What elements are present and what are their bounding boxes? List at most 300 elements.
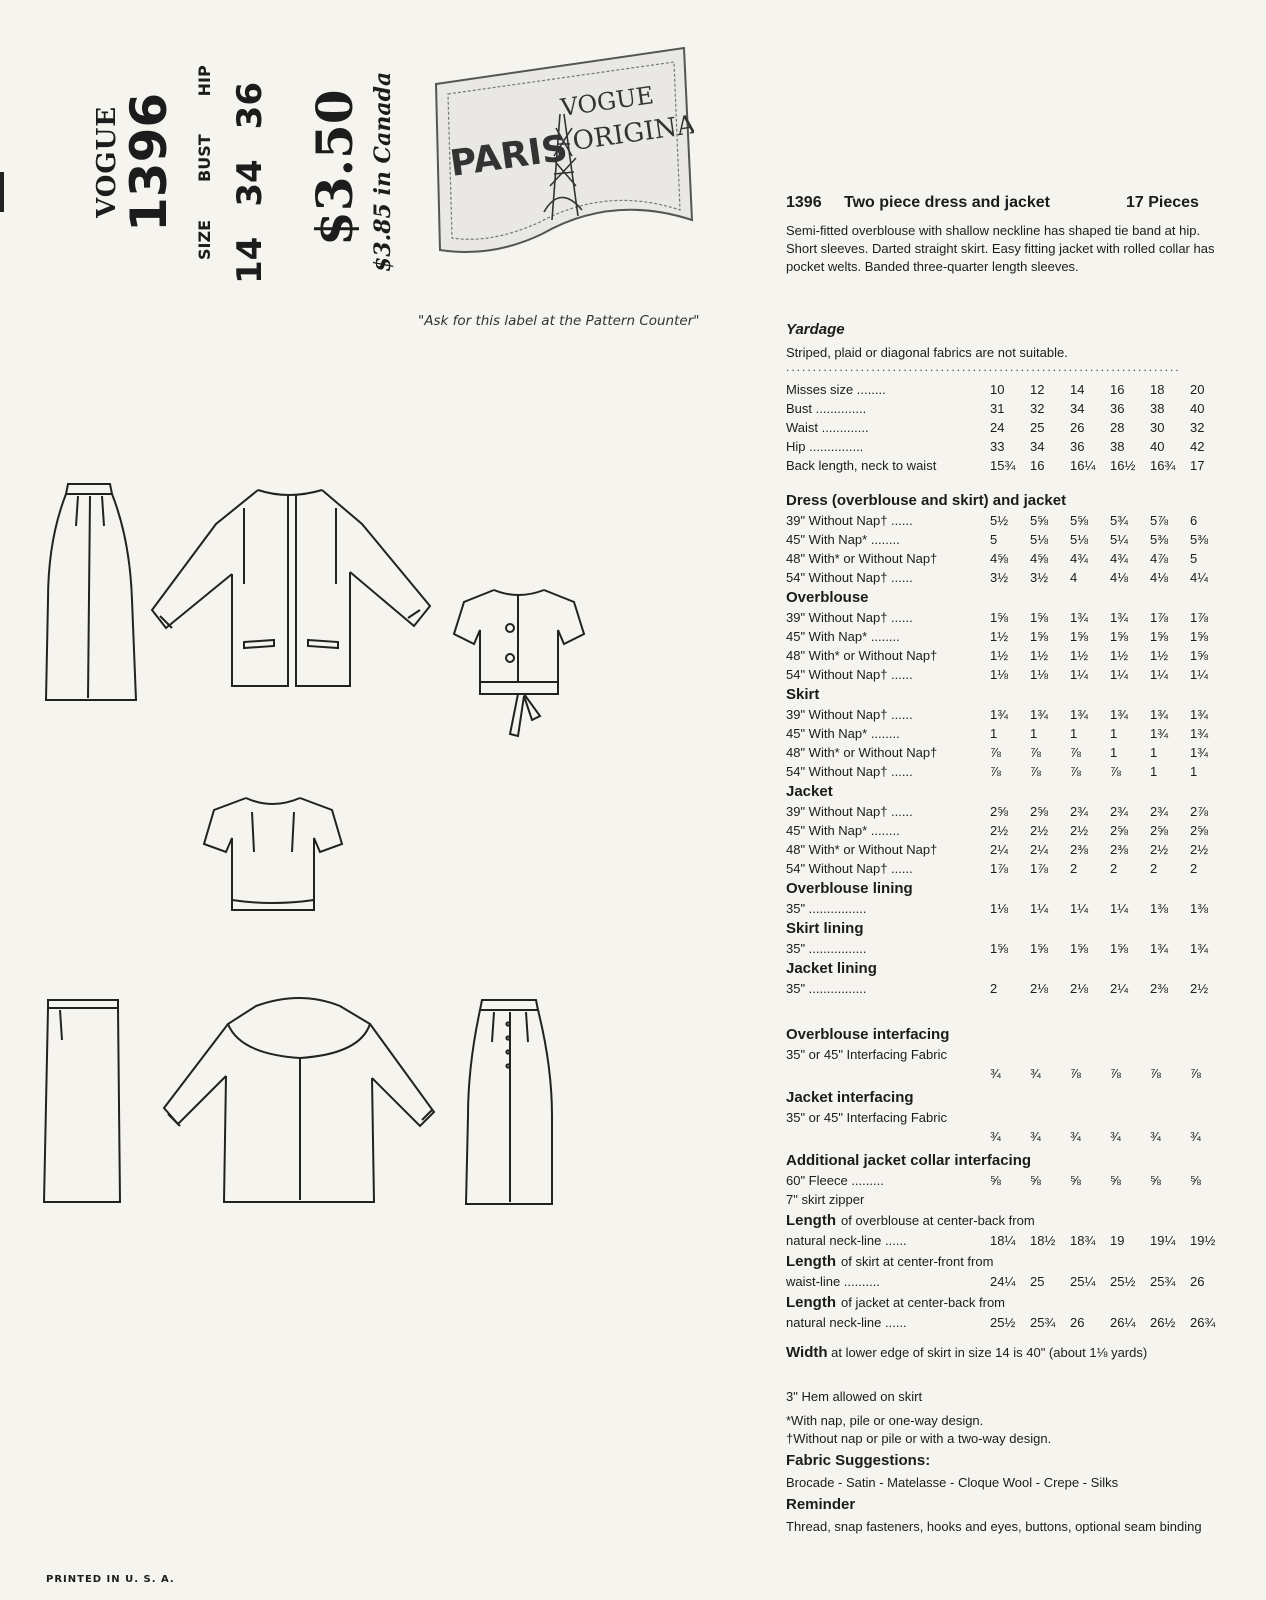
row-value: 2⅜: [1150, 981, 1169, 996]
row-value: 1⅝: [990, 941, 1009, 956]
row-label: Back length, neck to waist: [786, 458, 937, 473]
row-value: 10: [990, 382, 1005, 397]
row-value: 38: [1150, 401, 1165, 416]
section-title: Dress (overblouse and skirt) and jacket: [786, 492, 1067, 509]
row-label: 45" With Nap* ........: [786, 532, 900, 547]
label-caption: "Ask for this label at the Pattern Counter": [418, 313, 700, 329]
fabric-suggestions-title: Fabric Suggestions:: [786, 1452, 931, 1469]
row-value: 2: [1110, 861, 1118, 876]
section-title: Overblouse lining: [786, 880, 913, 897]
row-value: 1¾: [1190, 707, 1209, 722]
row-value: 2½: [1030, 823, 1049, 838]
row-value: ⅞: [1110, 764, 1121, 779]
row-value: 26½: [1150, 1315, 1176, 1330]
row-value: 1⅝: [1070, 941, 1089, 956]
row-value: 2: [990, 981, 998, 996]
row-value: ¾: [1150, 1129, 1161, 1144]
length-title: Length: [786, 1252, 836, 1270]
row-value: 1⅝: [1070, 629, 1089, 644]
row-value: 2: [1070, 861, 1078, 876]
row-value: 2⅝: [1150, 823, 1169, 838]
yardage-row: [786, 821, 1246, 840]
interfacing-fabric-label: 35" or 45" Interfacing Fabric: [786, 1047, 947, 1062]
length-title: Length: [786, 1211, 836, 1229]
row-value: 1¾: [1070, 610, 1089, 625]
row-value: 4⅞: [1150, 551, 1169, 566]
overblouse-interfacing-values: [786, 1064, 1246, 1083]
length-title: Length: [786, 1293, 836, 1311]
row-value: 1¾: [1190, 726, 1209, 741]
yardage-row: [786, 530, 1246, 549]
row-value: 1¾: [1190, 745, 1209, 760]
printed-in-usa: PRINTED IN U. S. A.: [46, 1574, 175, 1585]
yardage-note: Striped, plaid or diagonal fabrics are not suitable.: [786, 345, 1068, 360]
row-value: 2⅝: [990, 804, 1009, 819]
jacket-back-sketch: [160, 994, 440, 1208]
length-title-row: [786, 1209, 1246, 1231]
zipper-row: [786, 1190, 1246, 1209]
yardage-row: [786, 979, 1246, 998]
lengths-block: [786, 1209, 1246, 1332]
row-value: 4: [1070, 570, 1078, 585]
jacket-front-sketch: [148, 484, 436, 704]
yardage-row: [786, 705, 1246, 724]
row-value: 2⅞: [1190, 804, 1209, 819]
row-value: ⅝: [1190, 1173, 1201, 1188]
row-value: 2½: [1150, 842, 1169, 857]
row-value: ⅞: [1070, 745, 1081, 760]
row-value: ¾: [1190, 1129, 1201, 1144]
row-value: 1⅝: [1150, 629, 1169, 644]
row-value: 2¼: [990, 842, 1009, 857]
row-value: 5⅜: [1150, 532, 1169, 547]
width-title: Width: [786, 1344, 828, 1361]
row-label: 54" Without Nap† ......: [786, 861, 913, 876]
row-value: 1¾: [1110, 707, 1129, 722]
section-title: Overblouse: [786, 589, 869, 606]
row-value: 5¾: [1110, 513, 1129, 528]
row-value: 5½: [990, 513, 1009, 528]
row-value: ⅝: [990, 1173, 1001, 1188]
row-value: 1⅝: [1030, 941, 1049, 956]
length-desc: of jacket at center-back from: [841, 1294, 1006, 1310]
row-value: 1⅝: [1110, 629, 1129, 644]
row-value: 25¾: [1030, 1315, 1056, 1330]
row-value: 1½: [1150, 648, 1169, 663]
yardage-row: [786, 511, 1246, 530]
price-canada: $3.85 in Canada: [370, 71, 396, 272]
row-value: 2: [1150, 861, 1158, 876]
row-value: 4⅛: [1150, 570, 1169, 585]
section-title: Skirt lining: [786, 920, 864, 937]
row-value: 1⅝: [1190, 629, 1209, 644]
row-value: 1⅞: [1190, 610, 1209, 625]
length-desc: of skirt at center-front from: [841, 1253, 994, 1269]
row-value: 1⅞: [1030, 861, 1049, 876]
pattern-pieces: 17 Pieces: [1126, 194, 1199, 211]
row-value: 1: [990, 726, 998, 741]
row-value: 18½: [1030, 1233, 1056, 1248]
row-value: ⅞: [1150, 1066, 1161, 1081]
row-value: 16½: [1110, 458, 1136, 473]
row-label: natural neck-line ......: [786, 1315, 907, 1330]
row-value: 18¾: [1070, 1233, 1096, 1248]
row-value: 26¾: [1190, 1315, 1216, 1330]
row-value: 28: [1110, 420, 1125, 435]
zipper-text: 7" skirt zipper: [786, 1192, 865, 1207]
row-value: 5⅝: [1070, 513, 1089, 528]
row-value: 2½: [990, 823, 1009, 838]
row-value: 16¼: [1070, 458, 1096, 473]
row-value: 20: [1190, 382, 1205, 397]
row-value: 1¼: [1150, 667, 1169, 682]
row-value: 16¾: [1150, 458, 1176, 473]
row-value: ⅞: [1030, 764, 1041, 779]
row-value: 2½: [1190, 842, 1209, 857]
row-value: 1: [1110, 745, 1118, 760]
yardage-row: [786, 399, 1246, 418]
row-value: 3½: [1030, 570, 1049, 585]
yardage-row: [786, 859, 1246, 878]
fabric-suggestions-text: Brocade - Satin - Matelasse - Cloque Wool - Crepe - Silks: [786, 1475, 1119, 1490]
row-value: 19¼: [1150, 1233, 1176, 1248]
row-value: 1¾: [1030, 707, 1049, 722]
size-table: [786, 380, 1246, 475]
width-body: at lower edge of skirt in size 14 is 40" (about 1⅛ yards): [831, 1345, 1148, 1360]
row-value: 4¾: [1070, 551, 1089, 566]
row-value: 36: [1110, 401, 1125, 416]
yardage-sections: [786, 490, 1246, 998]
row-value: 6: [1190, 513, 1198, 528]
value-hip: 36: [230, 82, 270, 130]
row-value: 5: [1190, 551, 1198, 566]
row-value: 2⅛: [1030, 981, 1049, 996]
row-value: 40: [1190, 401, 1205, 416]
row-value: 18: [1150, 382, 1165, 397]
row-value: 1¾: [1190, 941, 1209, 956]
yardage-row: [786, 418, 1246, 437]
row-value: ¾: [1070, 1129, 1081, 1144]
yardage-row: [786, 724, 1246, 743]
row-value: 1⅜: [1150, 901, 1169, 916]
row-value: 1½: [990, 629, 1009, 644]
row-label: 39" Without Nap† ......: [786, 513, 913, 528]
row-value: 2¾: [1070, 804, 1089, 819]
row-value: 18¼: [990, 1233, 1016, 1248]
row-value: 1½: [1030, 648, 1049, 663]
row-value: 1½: [1110, 648, 1129, 663]
row-value: ⅝: [1150, 1173, 1161, 1188]
row-value: 2¼: [1030, 842, 1049, 857]
label-paris: PARIS: [447, 127, 571, 185]
section-title: Jacket: [786, 783, 833, 800]
footnote-with-nap: *With nap, pile or one-way design.: [786, 1413, 984, 1428]
row-value: 38: [1110, 439, 1125, 454]
yardage-row: [786, 665, 1246, 684]
jacket-interfacing-title: Jacket interfacing: [786, 1089, 914, 1106]
yardage-row: [786, 1272, 1246, 1291]
skirt-back-sketch: [40, 994, 126, 1208]
section-title: Skirt: [786, 686, 820, 703]
row-value: 24¼: [990, 1274, 1016, 1289]
row-label: waist-line ..........: [786, 1274, 880, 1289]
row-value: 4¼: [1190, 570, 1209, 585]
row-label: 35" ................: [786, 981, 867, 996]
row-value: 1¾: [1150, 726, 1169, 741]
row-value: 25½: [1110, 1274, 1136, 1289]
row-label: 48" With* or Without Nap†: [786, 648, 938, 663]
row-value: 1⅝: [990, 610, 1009, 625]
pattern-description: Semi-fitted overblouse with shallow neckline has shaped tie band at hip. Short sleeves. Darted straight skirt. Easy fitting jacket with rolled collar has pocket welts. Banded three-quarter length sleeves.: [786, 223, 1215, 274]
row-label: 45" With Nap* ........: [786, 823, 900, 838]
fleece-label: 60" Fleece .........: [786, 1173, 884, 1188]
row-value: 1¾: [990, 707, 1009, 722]
yardage-row: [786, 380, 1246, 399]
row-value: 25¾: [1150, 1274, 1176, 1289]
jacket-interfacing-sub: [786, 1108, 1246, 1127]
row-value: 4⅛: [1110, 570, 1129, 585]
row-label: 39" Without Nap† ......: [786, 804, 913, 819]
row-value: 2⅛: [1070, 981, 1089, 996]
pattern-title-row: [786, 194, 1226, 212]
row-value: ⅞: [990, 764, 1001, 779]
row-value: 36: [1070, 439, 1085, 454]
row-value: 16: [1110, 382, 1125, 397]
row-label: 35" ................: [786, 941, 867, 956]
row-label: 48" With* or Without Nap†: [786, 745, 938, 760]
collar-interfacing-title: Additional jacket collar interfacing: [786, 1152, 1032, 1169]
row-value: 1¼: [1070, 667, 1089, 682]
row-label: 39" Without Nap† ......: [786, 707, 913, 722]
brand-vertical: VOGUE: [92, 105, 122, 218]
pattern-number: 1396: [786, 194, 822, 211]
row-value: 5⅛: [1030, 532, 1049, 547]
row-value: 5⅛: [1070, 532, 1089, 547]
overblouse-interfacing-sub: [786, 1045, 1246, 1064]
row-value: 32: [1030, 401, 1045, 416]
row-value: 4¾: [1110, 551, 1129, 566]
yardage-heading: Yardage: [786, 321, 845, 338]
row-value: 25: [1030, 420, 1045, 435]
skirt-back-zipper-sketch: [464, 996, 556, 1210]
yardage-row: [786, 1313, 1246, 1332]
row-value: 1⅝: [1110, 941, 1129, 956]
width-text: [786, 1344, 1226, 1362]
row-value: 1¾: [1150, 941, 1169, 956]
yardage-row: [786, 568, 1246, 587]
row-value: 17: [1190, 458, 1205, 473]
section-title: Jacket lining: [786, 960, 877, 977]
row-value: 1¼: [1110, 901, 1129, 916]
row-value: 1½: [990, 648, 1009, 663]
length-desc: of overblouse at center-back from: [841, 1212, 1035, 1228]
row-value: ⅞: [1190, 1066, 1201, 1081]
row-value: 1¼: [1190, 667, 1209, 682]
pattern-number-vertical: 1396: [120, 92, 178, 232]
row-value: 5⅞: [1150, 513, 1169, 528]
row-value: 2⅜: [1110, 842, 1129, 857]
row-value: 2⅝: [1190, 823, 1209, 838]
row-value: 5: [990, 532, 998, 547]
row-value: 24: [990, 420, 1005, 435]
row-label: Misses size ........: [786, 382, 886, 397]
row-value: 1: [1150, 745, 1158, 760]
row-value: 5⅝: [1030, 513, 1049, 528]
row-value: 12: [1030, 382, 1045, 397]
label-vogue: VOGUE: [558, 81, 656, 122]
row-label: 45" With Nap* ........: [786, 726, 900, 741]
pattern-title: Two piece dress and jacket: [844, 194, 1051, 211]
row-value: 2¼: [1110, 981, 1129, 996]
row-value: ⅝: [1030, 1173, 1041, 1188]
row-value: 40: [1150, 439, 1165, 454]
row-label: 54" Without Nap† ......: [786, 764, 913, 779]
row-value: ⅞: [1070, 1066, 1081, 1081]
row-value: 1: [1190, 764, 1198, 779]
size-values: [230, 52, 270, 284]
reminder-text: Thread, snap fasteners, hooks and eyes, buttons, optional seam binding: [786, 1519, 1202, 1534]
interfacing-fabric-label: 35" or 45" Interfacing Fabric: [786, 1110, 947, 1125]
label-size: SIZE: [195, 219, 214, 260]
row-value: 1⅜: [1190, 901, 1209, 916]
row-value: 1¾: [1070, 707, 1089, 722]
row-value: 19½: [1190, 1233, 1216, 1248]
yardage-row: [786, 939, 1246, 958]
row-value: ⅝: [1110, 1173, 1121, 1188]
row-value: 15¾: [990, 458, 1016, 473]
yardage-row: [786, 743, 1246, 762]
row-label: Bust ..............: [786, 401, 867, 416]
yardage-row: [786, 1231, 1246, 1250]
row-value: 2¾: [1110, 804, 1129, 819]
yardage-row: [786, 437, 1246, 456]
row-value: 16: [1030, 458, 1045, 473]
row-value: 2⅜: [1070, 842, 1089, 857]
reminder-title: Reminder: [786, 1496, 856, 1513]
yardage-row: [786, 840, 1246, 859]
row-value: 1¼: [1110, 667, 1129, 682]
row-value: 1⅛: [990, 901, 1009, 916]
row-value: ⅞: [1030, 745, 1041, 760]
row-value: 4⅝: [990, 551, 1009, 566]
row-label: 54" Without Nap† ......: [786, 570, 913, 585]
row-label: 48" With* or Without Nap†: [786, 842, 938, 857]
row-value: 2: [1190, 861, 1198, 876]
row-label: 39" Without Nap† ......: [786, 610, 913, 625]
row-value: 1¾: [1150, 707, 1169, 722]
row-value: 3½: [990, 570, 1009, 585]
yardage-row: [786, 762, 1246, 781]
row-value: 2¾: [1150, 804, 1169, 819]
row-value: 1⅝: [1190, 648, 1209, 663]
row-value: 1⅞: [1150, 610, 1169, 625]
row-value: ⅞: [990, 745, 1001, 760]
row-value: 32: [1190, 420, 1205, 435]
yardage-row: [786, 549, 1246, 568]
row-value: 1⅝: [1030, 629, 1049, 644]
row-value: ¾: [990, 1129, 1001, 1144]
skirt-front-sketch: [40, 480, 144, 716]
row-value: 33: [990, 439, 1005, 454]
edge-mark: [0, 172, 4, 212]
row-value: 2⅝: [1110, 823, 1129, 838]
row-value: 25½: [990, 1315, 1016, 1330]
yardage-row: [786, 456, 1246, 475]
label-bust: BUST: [195, 134, 214, 182]
row-value: 1: [1070, 726, 1078, 741]
row-value: ⅞: [1070, 764, 1081, 779]
row-value: 34: [1070, 401, 1085, 416]
row-value: 2½: [1190, 981, 1209, 996]
row-value: 1⅛: [1030, 667, 1049, 682]
row-value: ⅞: [1110, 1066, 1121, 1081]
label-hip: HIP: [195, 65, 214, 97]
yardage-row: [786, 802, 1246, 821]
row-value: ¾: [990, 1066, 1001, 1081]
length-title-row: [786, 1250, 1246, 1272]
row-label: natural neck-line ......: [786, 1233, 907, 1248]
paris-original-label: [432, 44, 694, 258]
row-value: 25¼: [1070, 1274, 1096, 1289]
row-value: 1⅛: [990, 667, 1009, 682]
row-value: 25: [1030, 1274, 1045, 1289]
row-value: 30: [1150, 420, 1165, 435]
row-value: 4⅝: [1030, 551, 1049, 566]
row-value: 2½: [1070, 823, 1089, 838]
value-bust: 34: [230, 159, 270, 207]
length-title-row: [786, 1291, 1246, 1313]
row-value: ¾: [1110, 1129, 1121, 1144]
label-graphic: [432, 44, 694, 258]
hem-text: 3" Hem allowed on skirt: [786, 1389, 923, 1404]
row-value: 1⅝: [1030, 610, 1049, 625]
row-value: 1⅞: [990, 861, 1009, 876]
row-value: 34: [1030, 439, 1045, 454]
row-value: 1¼: [1070, 901, 1089, 916]
row-value: 1¾: [1110, 610, 1129, 625]
row-label: Waist .............: [786, 420, 869, 435]
row-value: 26¼: [1110, 1315, 1136, 1330]
footnote-without-nap: †Without nap or pile or with a two-way design.: [786, 1431, 1052, 1446]
row-label: 54" Without Nap† ......: [786, 667, 913, 682]
row-value: 1: [1110, 726, 1118, 741]
row-value: 1: [1030, 726, 1038, 741]
row-value: 26: [1070, 420, 1085, 435]
row-value: 26: [1070, 1315, 1085, 1330]
row-value: 5¼: [1110, 532, 1129, 547]
row-label: 48" With* or Without Nap†: [786, 551, 938, 566]
row-label: 35" ................: [786, 901, 867, 916]
interfacing-block: [786, 1024, 1246, 1332]
row-value: 14: [1070, 382, 1085, 397]
row-value: 1: [1150, 764, 1158, 779]
row-value: ¾: [1030, 1066, 1041, 1081]
overblouse-front-sketch: [202, 792, 344, 922]
collar-interfacing-row: [786, 1171, 1246, 1190]
row-value: 2⅝: [1030, 804, 1049, 819]
price: $3.50: [305, 89, 364, 246]
row-value: 42: [1190, 439, 1205, 454]
yardage-row: [786, 899, 1246, 918]
row-value: ⅝: [1070, 1173, 1081, 1188]
size-labels: [195, 27, 214, 260]
yardage-row: [786, 608, 1246, 627]
row-value: 31: [990, 401, 1005, 416]
row-value: 1½: [1070, 648, 1089, 663]
row-value: ¾: [1030, 1129, 1041, 1144]
row-value: 19: [1110, 1233, 1125, 1248]
row-label: Hip ...............: [786, 439, 864, 454]
